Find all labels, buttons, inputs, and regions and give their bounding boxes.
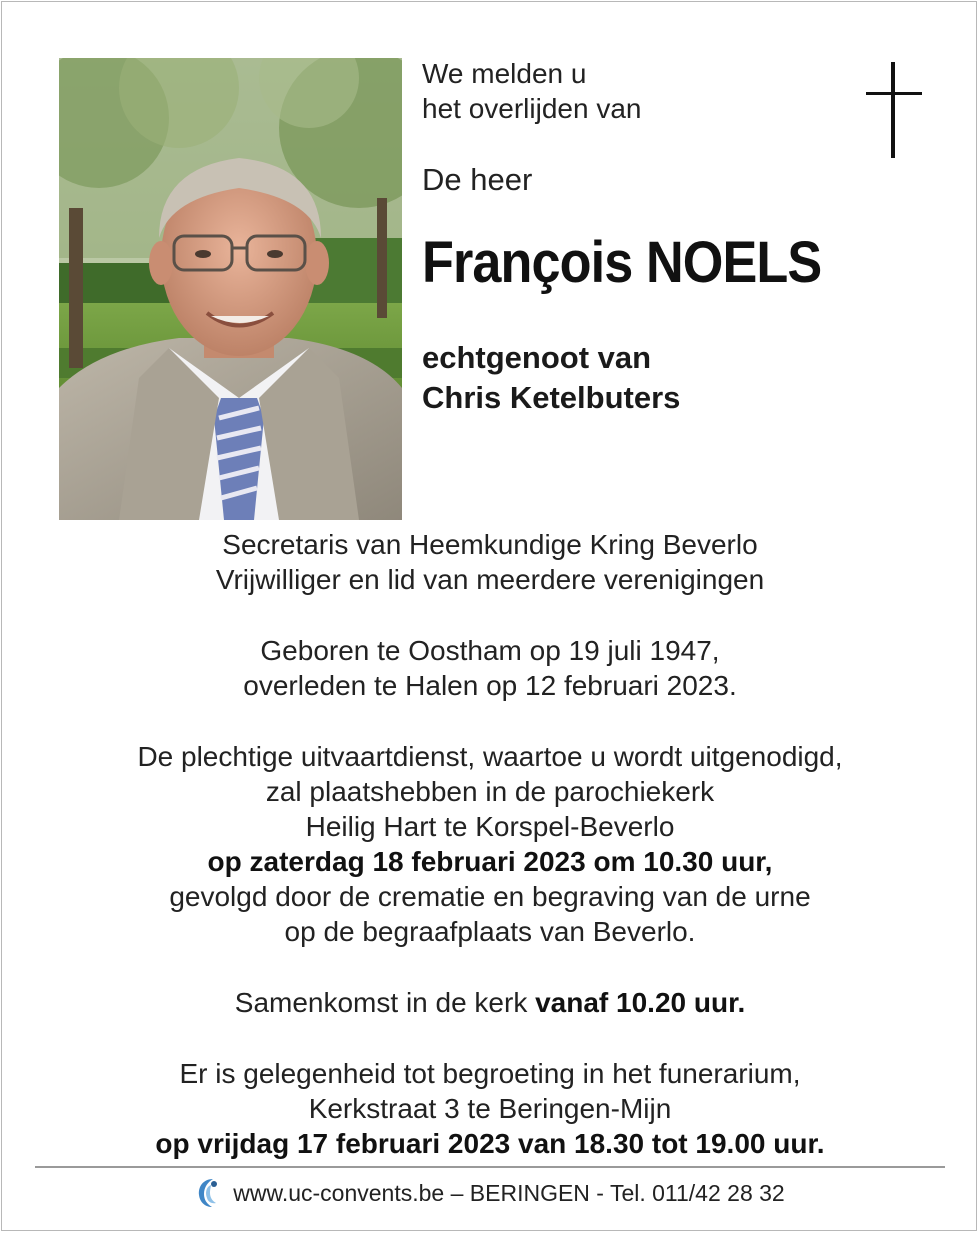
visitation-datetime: op vrijdag 17 februari 2023 van 18.30 tot 19.00 uur. [155,1128,825,1159]
spouse-line-1: echtgenoot van [422,340,652,375]
born-line: Geboren te Oostham op 19 juli 1947, [260,635,720,666]
deceased-name: François NOELS [422,230,822,295]
footer-contact: www.uc-convents.be – BERINGEN - Tel. 011/42 28 32 [233,1179,785,1206]
funeral-home-logo-icon [195,1176,221,1210]
service-line-6: op de begraafplaats van Beverlo. [284,916,696,947]
gathering-line [40,985,940,1020]
died-line: overleden te Halen op 12 februari 2023. [243,670,737,701]
salutation: De heer [422,162,533,197]
service-line-1: De plechtige uitvaartdienst, waartoe u wordt uitgenodigd, [137,741,843,772]
role-line-2: Vrijwilliger en lid van meerdere verenigingen [215,564,765,595]
gathering-time: vanaf 10.20 uur. [535,987,746,1018]
portrait-photo [59,58,402,520]
service-datetime: op zaterdag 18 februari 2023 om 10.30 uur, [207,846,773,877]
service-line-3: Heilig Hart te Korspel-Beverlo [305,811,675,842]
spouse-block [422,338,680,418]
cross-icon [866,62,922,158]
intro-text [422,56,641,126]
footer [0,1176,980,1210]
gathering-text: Samenkomst in de kerk [234,987,536,1018]
intro-line-1: We melden u [422,58,587,89]
visitation-line-2: Kerkstraat 3 te Beringen-Mijn [308,1093,672,1124]
service-line-2: zal plaatshebben in de parochiekerk [265,776,715,807]
intro-line-2: het overlijden van [422,93,642,124]
notice-body [40,527,940,1161]
service-line-5: gevolgd door de crematie en begraving van de urne [169,881,811,912]
spouse-line-2: Chris Ketelbuters [422,380,681,415]
visitation-line-1: Er is gelegenheid tot begroeting in het funerarium, [179,1058,801,1089]
role-line-1: Secretaris van Heemkundige Kring Beverlo [222,529,758,560]
footer-divider [35,1166,945,1168]
